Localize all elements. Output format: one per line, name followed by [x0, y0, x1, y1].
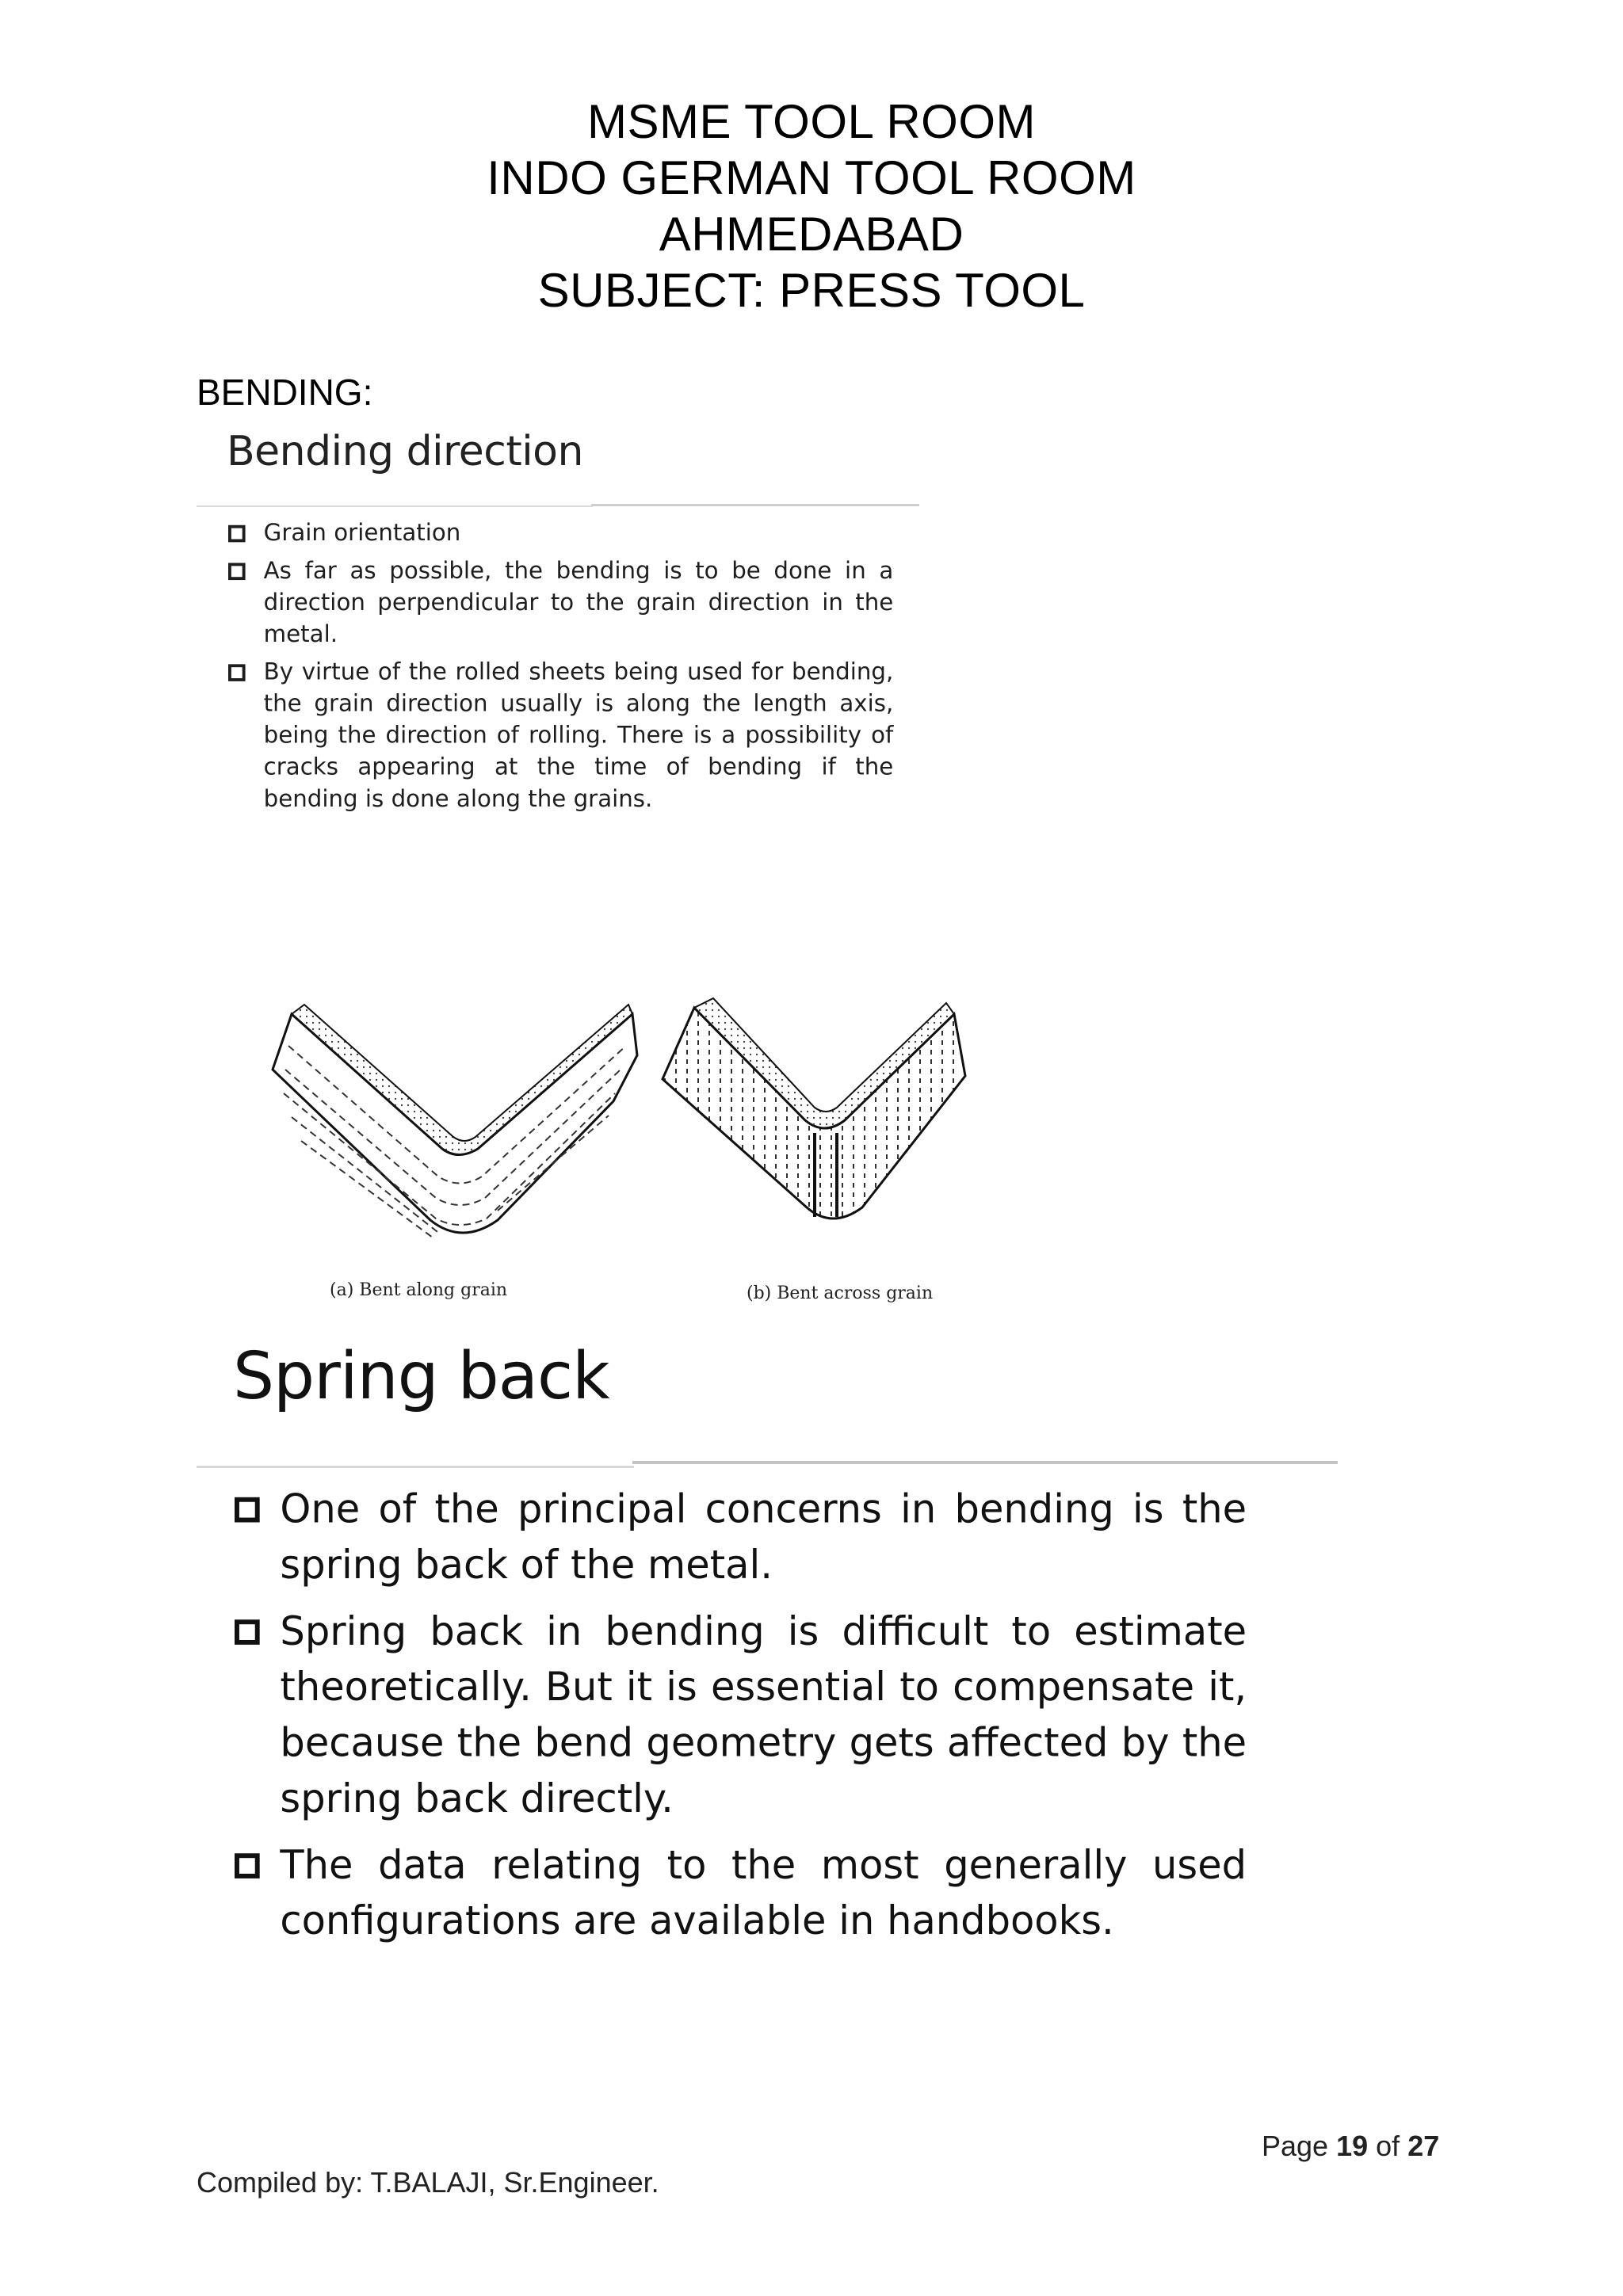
- square-bullet-icon: [228, 664, 246, 681]
- section-label: BENDING:: [197, 372, 373, 413]
- divider-rule: [197, 1466, 634, 1468]
- square-bullet-icon: [235, 1497, 260, 1523]
- page-total: 27: [1407, 2130, 1440, 2162]
- bending-direction-excerpt: [197, 412, 934, 1303]
- divider-rule: [591, 504, 919, 506]
- list-item-text: Grain orientation: [263, 519, 461, 546]
- bending-direction-list: [228, 517, 893, 820]
- bending-direction-title: Bending direction: [227, 428, 583, 475]
- divider-rule: [632, 1461, 1338, 1464]
- list-item: [235, 1482, 1247, 1593]
- header-line-2: INDO GERMAN TOOL ROOM: [487, 151, 1136, 204]
- divider-rule: [197, 505, 593, 507]
- list-item-text: As far as possible, the bending is to be done in a direction perpendicular to the grain direction in the metal.: [263, 556, 894, 647]
- list-item: [235, 1604, 1247, 1826]
- compiled-by: Compiled by: T.BALAJI, Sr.Engineer.: [197, 2166, 659, 2199]
- list-item: [228, 517, 893, 548]
- square-bullet-icon: [235, 1853, 260, 1878]
- square-bullet-icon: [228, 563, 246, 581]
- list-item-text: One of the principal concerns in bending is the spring back of the metal.: [280, 1486, 1247, 1588]
- square-bullet-icon: [235, 1619, 260, 1645]
- page-current: 19: [1336, 2130, 1369, 2162]
- spring-back-list: [235, 1482, 1247, 1960]
- page-number: [1262, 2130, 1439, 2163]
- square-bullet-icon: [228, 525, 246, 543]
- grain-bending-figure: [260, 982, 973, 1315]
- spring-back-title: Spring back: [233, 1339, 609, 1414]
- header-line-3: AHMEDABAD: [659, 208, 964, 261]
- spring-back-excerpt: [197, 1315, 1338, 1997]
- header-line-4: SUBJECT: PRESS TOOL: [537, 264, 1086, 317]
- list-item-text: The data relating to the most generally used configurations are available in handbooks.: [280, 1842, 1247, 1944]
- caption-bent-along-grain: (a) Bent along grain: [330, 1280, 508, 1300]
- bent-across-grain-diagram: [663, 998, 965, 1219]
- list-item-text: By virtue of the rolled sheets being used for bending, the grain direction usually is along the length axis, being the direction of rolling. There is a possibility of cracks appearing at the time of bending if the bending is done along the grains.: [263, 658, 894, 812]
- page-of: of: [1376, 2130, 1400, 2162]
- page-prefix: Page: [1262, 2130, 1329, 2162]
- caption-bent-across-grain: (b) Bent across grain: [747, 1283, 934, 1303]
- list-item: [228, 555, 893, 650]
- list-item: [228, 656, 893, 814]
- bent-parts-illustration: [260, 982, 973, 1315]
- list-item-text: Spring back in bending is difficult to estimate theoretically. But it is essential to compensate it, because the bend geometry gets affected by the spring back directly.: [280, 1608, 1247, 1821]
- document-header: [0, 93, 1623, 318]
- bent-along-grain-diagram: [273, 1005, 637, 1238]
- list-item: [235, 1837, 1247, 1949]
- header-line-1: MSME TOOL ROOM: [587, 95, 1036, 148]
